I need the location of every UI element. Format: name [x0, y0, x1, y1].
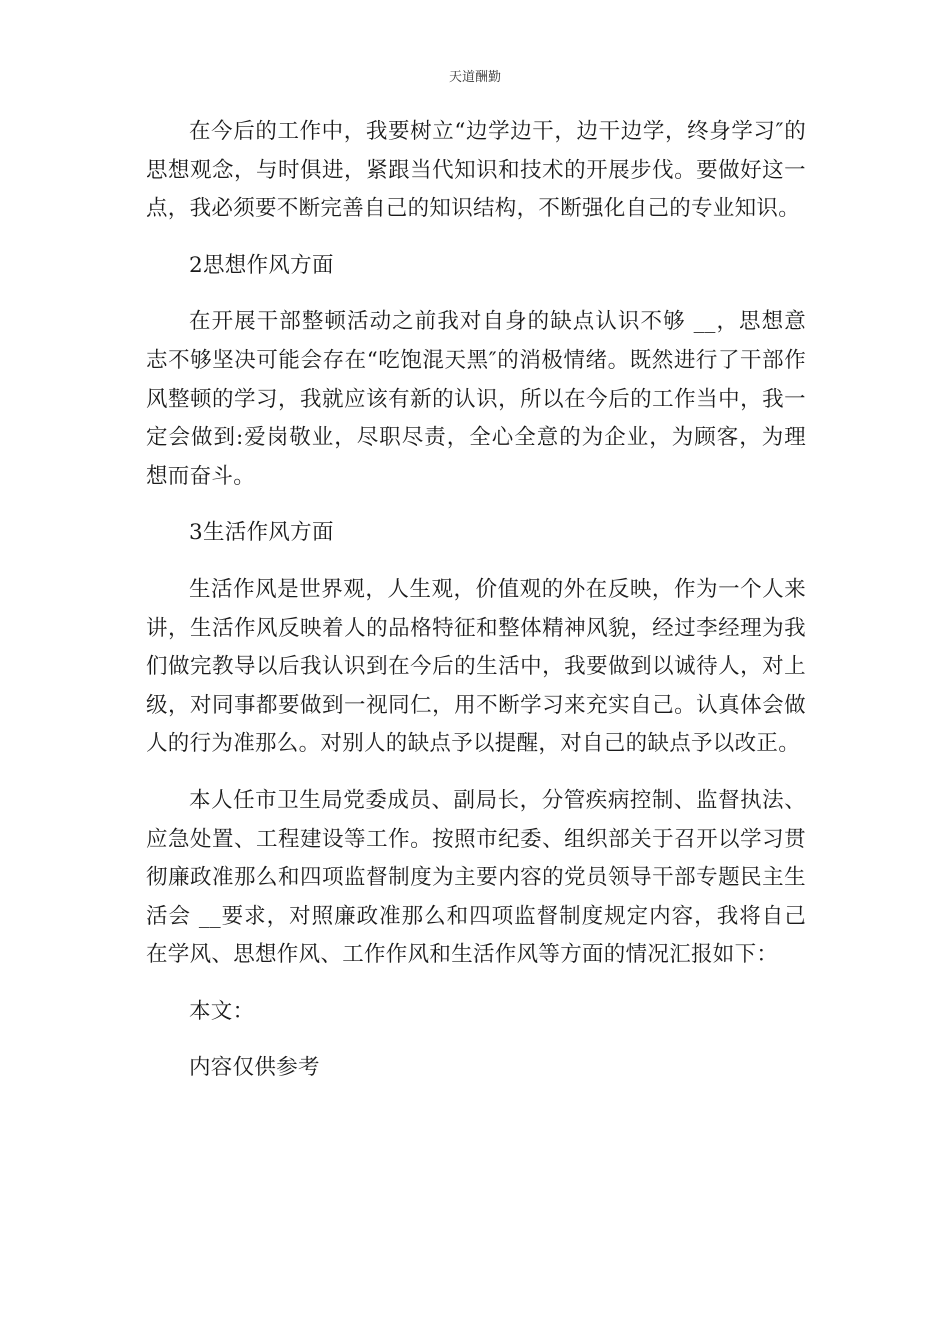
- page-header: 天道酬勤: [448, 70, 501, 85]
- paragraph-thinking-style: 在开展干部整顿活动之前我对自身的缺点认识不够 __，思想意志不够坚决可能会存在“吃饱混天黑″的消极情绪。既然进行了干部作风整顿的学习，我就应该有新的认识，所以在今后的工作当中，我一定会做到:爱岗敬业，尽职尽责，全心全意的为企业，为顾客，为理想而奋斗。: [146, 309, 806, 489]
- paragraph-learning-attitude: 在今后的工作中，我要树立“边学边干，边干边学，终身学习″的思想观念，与时俱进，紧跟当代知识和技术的开展步伐。要做好这一点，我必须要不断完善自己的知识结构，不断强化自己的专业知识。: [146, 119, 806, 222]
- section-heading-thinking-style: 2思想作风方面: [189, 252, 334, 278]
- document-body: [146, 113, 806, 1088]
- paragraph-life-style: 生活作风是世界观，人生观，价值观的外在反映，作为一个人来讲，生活作风反映着人的品格特征和整体精神风貌，经过李经理为我们做完教导以后我认识到在今后的生活中，我要做到以诚待人，对上级，对同事都要做到一视同仁，用不断学习来充实自己。认真体会做人的行为准那么。对别人的缺点予以提醒，对自己的缺点予以改正。: [146, 576, 806, 757]
- paragraph-report-intro: 本人任市卫生局党委成员、副局长，分管疾病控制、监督执法、应急处置、工程建设等工作。按照市纪委、组织部关于召开以学习贯彻廉政准那么和四项监督制度为主要内容的党员领导干部专题民主生活会 __要求，对照廉政准那么和四项监督制度规定内容，我将自己在学风、思想作风、工作作风和生活作风等方面的情况汇报如下：: [146, 787, 806, 968]
- section-heading-life-style: 3生活作风方面: [189, 520, 334, 546]
- paragraph-disclaimer: 内容仅供参考: [189, 1055, 320, 1081]
- paragraph-main-text-label: 本文：: [189, 998, 255, 1024]
